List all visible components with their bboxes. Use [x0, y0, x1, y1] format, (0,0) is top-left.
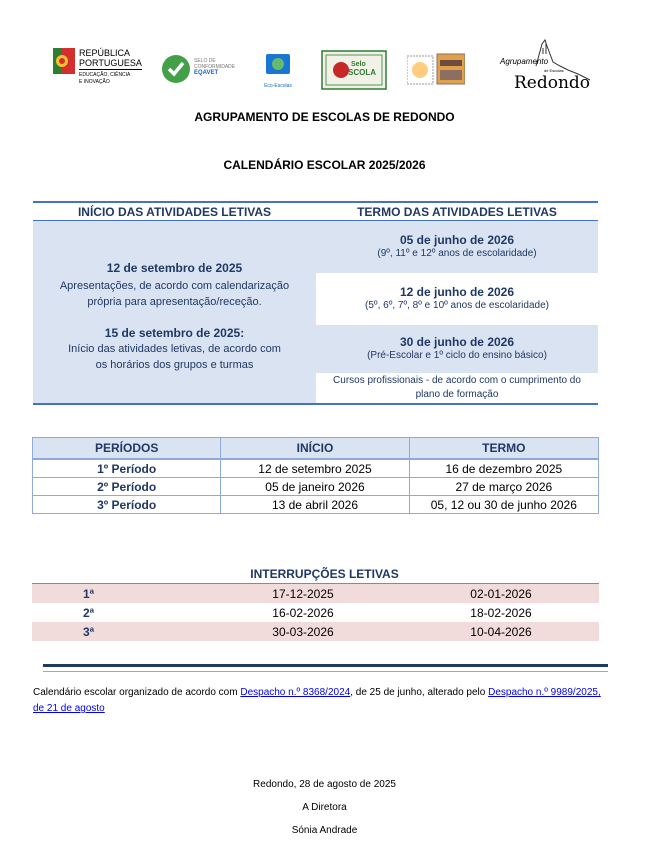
agrupamento-redondo-logo	[498, 36, 598, 96]
end-date-2: 12 de junho de 2026	[399, 285, 515, 299]
table-row	[33, 459, 599, 478]
interruption-end: 18-02-2026	[470, 605, 532, 620]
start-header-col: INÍCIO	[221, 438, 409, 460]
periods-table	[32, 437, 599, 514]
period-name: 1º Período	[33, 459, 221, 478]
interruption-number: 1ª	[32, 584, 203, 604]
svg-text:Selo: Selo	[351, 61, 366, 68]
period-start: 05 de janeiro 2026	[221, 478, 409, 496]
start-header: INÍCIO DAS ATIVIDADES LETIVAS	[33, 202, 316, 221]
table-row	[33, 478, 599, 496]
footnote-text-1: Calendário escolar organizado de acordo com	[33, 687, 241, 698]
eqavet-line1: SELO DE	[194, 58, 216, 64]
start-desc-1: Apresentações, de acordo com calendarização própria para apresentação/receção.	[59, 280, 290, 308]
footnote-text-2: , de 25 de junho, alterado pelo	[350, 687, 489, 698]
period-start: 12 de setembro 2025	[221, 459, 409, 478]
eqavet-logo	[161, 54, 251, 86]
interruption-number: 2ª	[83, 605, 95, 620]
period-end: 27 de março 2026	[409, 478, 598, 496]
period-start: 13 de abril 2026	[221, 496, 409, 514]
end-date-1: 05 de junho de 2026	[399, 233, 515, 247]
start-cell	[33, 221, 316, 405]
table-row	[32, 603, 599, 622]
interruption-start: 16-02-2026	[272, 605, 334, 620]
periods-header: PERÍODOS	[33, 438, 221, 460]
republica-line2: PORTUGUESA	[79, 58, 142, 68]
period-name: 3º Período	[33, 496, 221, 514]
end-desc-2: (5º, 6º, 7º, 8º e 10º anos de escolaridade)	[365, 300, 549, 311]
start-date-1: 12 de setembro de 2025	[106, 261, 243, 275]
end-desc-1: (9º, 11º e 12º anos de escolaridade)	[377, 248, 537, 259]
end-cell-2	[316, 273, 598, 325]
start-desc-2: Início das atividades letivas, de acordo com os horários dos grupos e turmas	[68, 343, 281, 371]
republica-line1: REPÚBLICA	[79, 48, 131, 58]
despacho-9989-link[interactable]: Despacho n.º 9989/2025, de 21 de agosto	[33, 687, 601, 714]
checkmark-icon	[161, 54, 191, 84]
flag-emblem-icon	[53, 48, 75, 74]
republica-sub2: E INOVAÇÃO	[79, 79, 110, 85]
end-cell-4	[316, 373, 598, 404]
end-cell-3	[316, 325, 598, 373]
document-title: CALENDÁRIO ESCOLAR 2025/2026	[223, 158, 426, 172]
footnote	[33, 685, 613, 717]
stamp-icon	[321, 50, 387, 90]
end-desc-3: (Pré-Escolar e 1º ciclo do ensino básico)	[367, 350, 547, 361]
eco-escolas-logo	[263, 52, 293, 88]
table-row	[32, 622, 599, 641]
interruption-number: 3ª	[32, 622, 203, 641]
selo-escola-saudavel-logo	[321, 50, 387, 90]
logo-bar	[0, 36, 649, 100]
table-row	[32, 584, 599, 604]
signer-name: Sónia Andrade	[291, 825, 358, 836]
interruption-end: 10-04-2026	[403, 622, 599, 641]
eqavet-line3: EQAVET	[194, 70, 219, 76]
interruption-start: 30-03-2026	[203, 622, 403, 641]
activities-table	[33, 201, 598, 405]
period-end: 16 de dezembro 2025	[409, 459, 598, 478]
interruption-start: 17-12-2025	[203, 584, 403, 604]
escola-sem-bullying-logo	[407, 50, 465, 90]
place-date: Redondo, 28 de agosto de 2025	[253, 779, 396, 790]
interruptions-table	[32, 583, 599, 641]
republica-portuguesa-logo	[53, 46, 153, 94]
agrupamento-name: Redondo	[514, 73, 591, 93]
end-header-col: TERMO	[409, 438, 598, 460]
school-name: AGRUPAMENTO DE ESCOLAS DE REDONDO	[194, 110, 455, 124]
eco-escolas-label: Eco-Escolas	[264, 83, 292, 89]
republica-sub1: EDUCAÇÃO, CIÊNCIA	[79, 72, 131, 78]
agrupamento-small: de Escolas	[544, 68, 564, 73]
eqavet-line2: CONFORMIDADE	[194, 64, 236, 70]
period-name: 2º Período	[33, 478, 221, 496]
agrupamento-word: Agrupamento	[500, 57, 549, 66]
signer-role: A Diretora	[302, 802, 347, 813]
period-end: 05, 12 ou 30 de junho 2026	[409, 496, 598, 514]
start-date-2: 15 de setembro de 2025:	[104, 326, 245, 340]
end-header: TERMO DAS ATIVIDADES LETIVAS	[316, 202, 598, 221]
svg-text:SCOLA: SCOLA	[348, 68, 376, 77]
stamp-icon-2	[407, 50, 465, 90]
interruption-end: 02-01-2026	[403, 584, 599, 604]
table-row	[33, 496, 599, 514]
eco-flag-icon	[263, 52, 293, 78]
end-date-3: 30 de junho de 2026	[399, 335, 515, 349]
section-divider	[43, 664, 608, 672]
interruptions-title: INTERRUPÇÕES LETIVAS	[250, 567, 399, 581]
end-cell-1	[316, 221, 598, 274]
despacho-8368-link[interactable]: Despacho n.º 8368/2024	[240, 687, 351, 698]
end-prof: Cursos profissionais - de acordo com o cumprimento do plano de formação	[333, 375, 581, 400]
